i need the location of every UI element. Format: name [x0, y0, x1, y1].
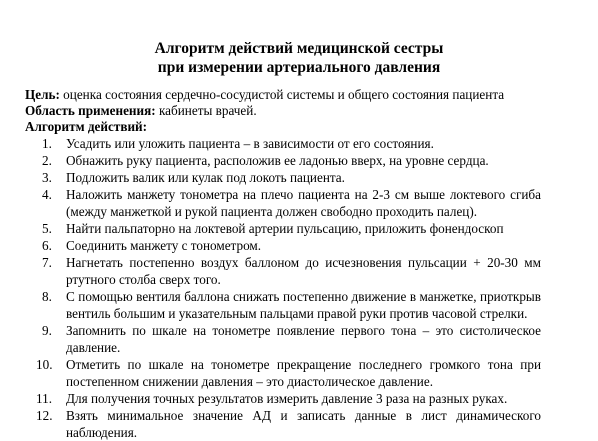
scope-row: [25, 102, 257, 119]
algorithm-heading: Алгоритм действий:: [25, 119, 148, 134]
step-text: Наложить манжету тонометра на плечо пациента на 2-3 см выше локтевого сгиба (между манжеткой и рукой пациента должен свободно проходить палец).: [66, 187, 541, 219]
step-number: 7.: [42, 255, 52, 270]
step-number: 9.: [42, 323, 52, 338]
step-number: 6.: [42, 238, 52, 253]
step-item: [0, 220, 598, 237]
step-number: 8.: [42, 289, 52, 304]
step-number: 5.: [42, 221, 52, 236]
step-item: [0, 356, 598, 390]
step-text: Соединить манжету с тонометром.: [66, 238, 262, 253]
step-text: Отметить по шкале на тонометре прекращение последнего громкого тона при постепенном снижении давления – это диастолическое давление.: [66, 357, 541, 389]
goal-text: оценка состояния сердечно-сосудистой системы и общего состояния пациента: [59, 87, 505, 102]
step-number: 1.: [42, 136, 52, 151]
step-item: [0, 169, 598, 186]
step-item: [0, 152, 598, 169]
title-line-2: при измерении артериального давления: [157, 59, 441, 76]
step-item: [0, 288, 598, 322]
step-number: 2.: [42, 153, 52, 168]
step-item: [0, 254, 598, 288]
step-number: 11.: [36, 391, 52, 406]
step-text: С помощью вентиля баллона снижать постепенно движение в манжетке, приоткрыв вентиль большим и указательным пальцами правой руки против часовой стрелки.: [66, 289, 541, 321]
step-number: 4.: [42, 187, 52, 202]
step-item: [0, 135, 598, 152]
step-item: [0, 390, 598, 407]
title-line-1: Алгоритм действий медицинской сестры: [154, 40, 444, 57]
step-text: Найти пальпаторно на локтевой артерии пульсацию, приложить фонендоскоп: [66, 221, 504, 236]
step-text: Усадить или уложить пациента – в зависимости от его состояния.: [66, 136, 434, 151]
step-number: 10.: [36, 357, 53, 372]
scope-text: кабинеты врачей.: [155, 103, 257, 118]
goal-label: Цель:: [25, 87, 60, 102]
step-text: Подложить валик или кулак под локоть пациента.: [66, 170, 345, 185]
step-item: [0, 322, 598, 356]
step-number: 12.: [36, 408, 53, 423]
steps-list: [0, 135, 598, 441]
step-text: Запомнить по шкале на тонометре появление первого тона – это систолическое давление.: [66, 323, 541, 355]
step-item: [0, 186, 598, 220]
step-item: [0, 237, 598, 254]
step-text: Обнажить руку пациента, расположив ее ладонью вверх, на уровне сердца.: [66, 153, 489, 168]
step-text: Взять минимальное значение АД и записать данные в лист динамического наблюдения.: [66, 408, 541, 440]
step-text: Для получения точных результатов измерить давление 3 раза на разных руках.: [66, 391, 508, 406]
step-number: 3.: [42, 170, 52, 185]
step-text: Нагнетать постепенно воздух баллоном до исчезновения пульсации + 20-30 мм ртутного столба сверх того.: [66, 255, 541, 287]
step-item: [0, 407, 598, 441]
goal-row: [25, 86, 504, 103]
scope-label: Область применения:: [25, 103, 156, 118]
